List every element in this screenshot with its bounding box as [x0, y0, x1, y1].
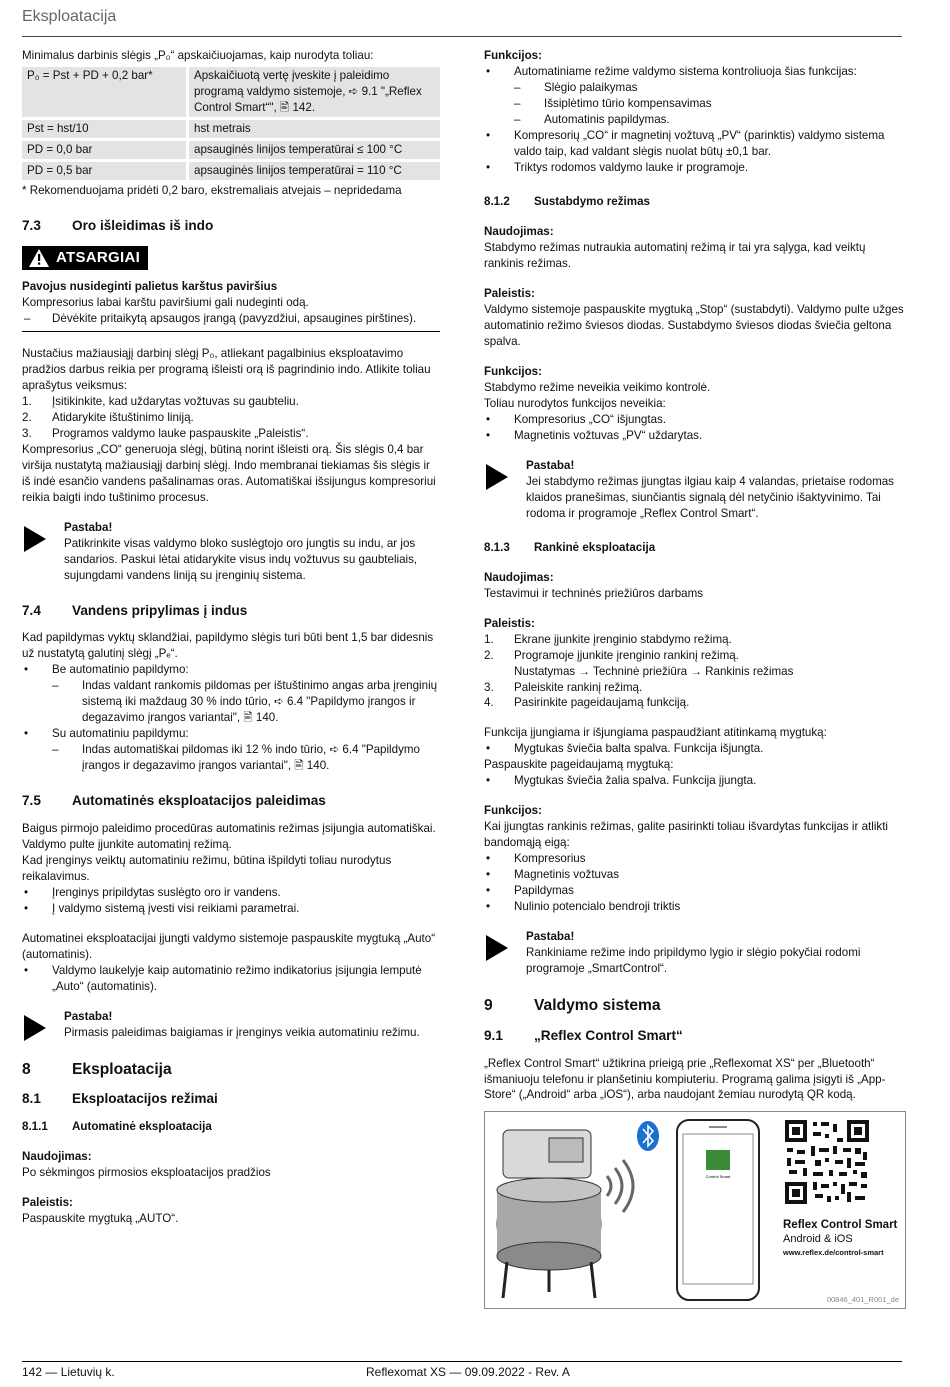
paragraph: Kompresorius „CO“ generuoja slėgį, būtiną norint išleisti orą. Šis slėgis 0,4 bar viršija nustatytą mažiausiąjį darbinį slėgį. Indo membranai tiekiamas šis slėgis ir iš indė esančio vandens pašalinamas oras. Automatiškai išsijungus kompresoriui reikia baigti indo tuštinimo procesus.: [22, 442, 436, 504]
list-item: 1. Įsitikinkite, kad uždarytas vožtuvas su gaubteliu.: [22, 394, 299, 408]
section-heading-8-1: 8.1 Eksploatacijos režimai: [22, 1091, 218, 1107]
note-title: Pastaba!: [64, 1009, 113, 1023]
app-name: Control Smart: [705, 1174, 731, 1180]
warning-block: [22, 242, 440, 332]
footer-page-number: 142 — Lietuvių k.: [22, 1365, 115, 1379]
usage-label: Naudojimas:: [484, 224, 554, 238]
table-cell: Pst = hst/10: [22, 120, 189, 138]
list-item: • Papildymas: [484, 883, 904, 899]
note-text: Pirmasis paleidimas baigiamas ir įrenginys veikia automatiniu režimu.: [64, 1025, 420, 1039]
start-text: Valdymo sistemoje paspauskite mygtuką „Stop“ (sustabdyti). Valdymo pulte užges automatinio režimo šviesos diodas. Sustabdymo šviesos diodas šviečia geltona spalva.: [484, 302, 904, 348]
bullet-list: [22, 662, 440, 774]
qr-code-icon: [785, 1120, 869, 1204]
bullet-list: [22, 885, 440, 917]
list-item: • Į valdymo sistemą įvesti visi reikiami parametrai.: [22, 901, 440, 917]
figure-url: www.reflex.de/control-smart: [783, 1248, 884, 1258]
paragraph: Baigus pirmojo paleidimo procedūras automatinis režimas įsijungia automatiškai. Valdymo pulte įjunkite automatinį režimą.: [22, 822, 436, 852]
list-item: • Su automatiniu papildymu: – Indas automatiškai pildomas iki 12 % indo tūrio, ➪ 6.4 "Papildymo įrangos ir degazavimo įrangos variantai", 🖹 140.: [22, 726, 440, 774]
paragraph: Funkcija įjungiama ir išjungiama paspaudžiant atitinkamą mygtuką:: [484, 726, 827, 740]
footer-rule: [22, 1361, 902, 1362]
left-column: [22, 48, 440, 1227]
page-header-title: Eksploatacija: [22, 8, 117, 25]
table-cell: apsauginės linijos temperatūrai = 110 °C: [189, 162, 440, 180]
note-block: [484, 458, 904, 522]
list-item: 2. Atidarykite ištuštinimo liniją.: [22, 410, 194, 424]
note-arrow-icon: [486, 464, 508, 490]
paragraph: Kad papildymas vyktų sklandžiai, papildymo slėgis turi būti bent 1,5 bar didesnis už nustatytą galutinį slėgį „Pₑ“.: [22, 631, 434, 661]
right-column: [484, 48, 904, 1309]
paragraph: „Reflex Control Smart“ užtikrina prieigą prie „Reflexomat XS“ per „Bluetooth“ išmaniuoju telefonu ir planšetiniu kompiuteriu. Programą galima įsigyti iš „App-Store“ („Android“ arba „iOS“), arba naudojant žemiau nurodytą QR kodą.: [484, 1056, 886, 1102]
list-item: 3. Paleiskite rankinį režimą.: [484, 680, 643, 694]
footer-document: Reflexomat XS — 09.09.2022 - Rev. A: [366, 1365, 570, 1379]
sub-item: – Išsiplėtimo tūrio kompensavimas: [514, 96, 904, 112]
section-heading-8-1-1: 8.1.1 Automatinė eksploatacija: [22, 1120, 212, 1134]
bluetooth-icon: [637, 1121, 659, 1151]
paragraph: Stabdymo režime neveikia veikimo kontrolė.: [484, 380, 711, 394]
menu-path: Nustatymas → Techninė priežiūra → Rankinis režimas: [514, 664, 794, 678]
functions-label: Funkcijos:: [484, 49, 542, 62]
functions-label: Funkcijos:: [484, 364, 542, 378]
warning-triangle-icon: [28, 248, 50, 268]
note-arrow-icon: [24, 1015, 46, 1041]
bullet-list: [484, 64, 904, 176]
usage-text: Testavimui ir techninės priežiūros darbams: [484, 586, 704, 600]
sub-item: – Indas valdant rankomis pildomas per ištuštinimo angas arba įrenginių sistemą iki maždaug 30 % indo tūrio, ➪ 6.4 "Papildymo įrangos ir degazavimo įrangos variantai", 🖹 140.: [52, 678, 440, 726]
table-cell: PD = 0,5 bar: [22, 162, 189, 180]
list-item: 1. Ekrane įjunkite įrenginio stabdymo režimą.: [484, 632, 732, 646]
table-footnote: * Rekomenduojama pridėti 0,2 baro, ekstremaliais atvejais – nepridedama: [22, 183, 402, 197]
caution-label: ATSARGIAI: [22, 246, 148, 271]
figure-app-title: Reflex Control Smart: [783, 1219, 898, 1232]
note-arrow-icon: [486, 935, 508, 961]
steps-list: [22, 394, 440, 442]
paragraph: Paspauskite pageidaujamą mygtuką:: [484, 758, 674, 772]
list-item: • Mygtukas šviečia žalia spalva. Funkcija įjungta.: [484, 773, 904, 789]
paragraph: Kad įrenginys veiktų automatiniu režimu, būtina išpildyti toliau nurodytus reikalavimus.: [22, 854, 392, 883]
start-label: Paleistis:: [22, 1196, 73, 1210]
table-cell: apsauginės linijos temperatūrai ≤ 100 °C: [189, 141, 440, 159]
signal-waves-icon: [607, 1160, 633, 1212]
table-cell: P₀ = Pst + PD + 0,2 bar*: [22, 67, 189, 117]
app-illustration: [484, 1111, 906, 1309]
table-cell: Apskaičiuotą vertę įveskite į paleidimo programą valdymo sistemoje, ➪ 9.1 "„Reflex Control Smart“", 🖹 142.: [189, 67, 440, 117]
usage-label: Naudojimas:: [22, 1150, 92, 1164]
usage-text: Po sėkmingos pirmosios eksploatacijos pradžios: [22, 1166, 271, 1180]
list-item: • Magnetinis vožtuvas: [484, 867, 904, 883]
paragraph: Kai įjungtas rankinis režimas, galite pasirinkti toliau išvardytas funkcijas ir atlikti bandomąją eigą:: [484, 820, 889, 850]
note-block: [22, 1009, 440, 1041]
list-item: • Mygtukas šviečia balta spalva. Funkcija išjungta.: [484, 741, 904, 757]
list-item: • Triktys rodomos valdymo lauke ir programoje.: [484, 160, 904, 176]
section-heading-7-4: 7.4 Vandens pripylimas į indus: [22, 602, 248, 618]
paragraph: Nustačius mažiausiąjį darbinį slėgį P₀, atliekant pagalbinius eksploatavimo pradžios darbus reikia per programą išleisti orą iš pagrindinio indo. Atlikite toliau aprašytus veiksmus:: [22, 346, 431, 392]
table-cell: PD = 0,0 bar: [22, 141, 189, 159]
list-item: • Nulinio potencialo bendroji triktis: [484, 899, 904, 915]
start-text: Paspauskite mygtuką „AUTO“.: [22, 1212, 179, 1226]
table-row: [22, 67, 440, 117]
section-heading-8-1-3: 8.1.3 Rankinė eksploatacija: [484, 540, 656, 554]
sub-item: – Automatinis papildymas.: [514, 112, 904, 128]
table-row: [22, 120, 440, 138]
header-rule: [22, 36, 902, 37]
note-title: Pastaba!: [64, 520, 113, 534]
functions-label: Funkcijos:: [484, 804, 542, 818]
note-text: Rankiniame režime indo pripildymo lygio ir slėgio pokyčiai rodomi programoje „SmartControl“.: [526, 946, 861, 976]
section-heading-9: 9 Valdymo sistema: [484, 997, 661, 1015]
list-item: • Valdymo laukelyje kaip automatinio režimo indikatorius įsijungia lemputė „Auto“ (automatinis).: [22, 963, 440, 995]
pressure-intro: Minimalus darbinis slėgis „P₀“ apskaičiuojamas, kaip nurodyta toliau:: [22, 49, 374, 62]
table-row: [22, 141, 440, 159]
start-label: Paleistis:: [484, 616, 535, 630]
list-item: • Be automatinio papildymo: – Indas valdant rankomis pildomas per ištuštinimo angas arba įrenginių sistemą iki maždaug 30 % indo tūrio, ➪ 6.4 "Papildymo įrangos ir degazavimo įrangos variantai", 🖹 140.: [22, 662, 440, 726]
note-block: [484, 929, 904, 977]
table-row: [22, 162, 440, 180]
note-text: Patikrinkite visas valdymo bloko suslėgtojo oro jungtis su indu, ar jos sandarios. Paskui lėtai atidarykite visus indų vožtuvus su gaubteliais, sujungdami vandens liniją su įrenginių sistema.: [64, 536, 418, 582]
pressure-table: [22, 64, 440, 183]
section-heading-8-1-2: 8.1.2 Sustabdymo režimas: [484, 194, 650, 208]
vessel-icon: [497, 1130, 601, 1298]
start-label: Paleistis:: [484, 286, 535, 300]
warning-item: – Dėvėkite pritaikytą apsaugos įrangą (pavyzdžiui, apsaugines pirštines).: [22, 311, 440, 327]
note-arrow-icon: [24, 526, 46, 552]
note-text: Jei stabdymo režimas įjungtas ilgiau kaip 4 valandas, prietaise rodomas klaidos pranešimas, siunčiantis signalą dėl netyčinio išaktyvinimo. Tai rodoma ir programoje „Reflex Control Smart“.: [526, 474, 894, 520]
note-title: Pastaba!: [526, 930, 575, 944]
usage-text: Stabdymo režimas nutraukia automatinį režimą ir tai yra sąlyga, kad veiktų rankinis režimas.: [484, 240, 866, 270]
warning-title: Pavojus nusideginti palietus karštus paviršius: [22, 279, 278, 293]
list-item: • Kompresorius „CO“ išjungtas.: [484, 412, 904, 428]
list-item: • Automatiniame režime valdymo sistema kontroliuoja šias funkcijas: – Slėgio palaikymas – Išsiplėtimo tūrio kompensavimas – Automatinis papildymas.: [484, 64, 904, 128]
table-cell: hst metrais: [189, 120, 440, 138]
warning-text: Kompresorius labai karštu paviršiumi gali nudeginti odą.: [22, 295, 309, 309]
paragraph: Toliau nurodytos funkcijos neveikia:: [484, 396, 666, 410]
steps-list: [484, 632, 904, 712]
figure-code: 00846_401_R001_de: [826, 1295, 899, 1305]
bullet-list: [484, 851, 904, 915]
note-title: Pastaba!: [526, 458, 575, 472]
section-heading-9-1: 9.1 „Reflex Control Smart“: [484, 1027, 683, 1043]
sub-item: – Indas automatiškai pildomas iki 12 % indo tūrio, ➪ 6.4 "Papildymo įrangos ir degazavimo įrangos variantai", 🖹 140.: [52, 742, 440, 774]
section-heading-8: 8 Eksploatacija: [22, 1060, 172, 1078]
list-item: 2. Programoje įjunkite įrenginio rankinį režimą. Nustatymas → Techninė priežiūra → Rankinis režimas: [484, 648, 794, 678]
sub-item: – Slėgio palaikymas: [514, 80, 904, 96]
paragraph: Automatinei eksploatacijai įjungti valdymo sistemoje paspauskite mygtuką „Auto“ (automatinis).: [22, 931, 436, 961]
note-block: [22, 520, 440, 584]
usage-label: Naudojimas:: [484, 570, 554, 584]
app-logo-icon: [706, 1150, 730, 1170]
list-item: • Magnetinis vožtuvas „PV“ uždarytas.: [484, 428, 904, 444]
figure-platforms: Android & iOS: [783, 1233, 853, 1246]
bullet-list: [484, 412, 904, 444]
list-item: 3. Programos valdymo lauke paspauskite „Paleistis“.: [22, 426, 309, 440]
list-item: • Kompresorių „CO“ ir magnetinį vožtuvą „PV“ (parinktis) valdymo sistema valdo taip, kad valdant slėgis nuolat būtų ±0,1 bar.: [484, 128, 904, 160]
section-heading-7-3: 7.3 Oro išleidimas iš indo: [22, 217, 214, 233]
device-phone-qr-figure: [485, 1112, 905, 1308]
list-item: • Įrenginys pripildytas suslėgto oro ir vandens.: [22, 885, 440, 901]
smartphone-icon: [677, 1120, 759, 1300]
list-item: 4. Pasirinkite pageidaujamą funkciją.: [484, 696, 690, 710]
list-item: • Kompresorius: [484, 851, 904, 867]
section-heading-7-5: 7.5 Automatinės eksploatacijos paleidimas: [22, 793, 326, 809]
